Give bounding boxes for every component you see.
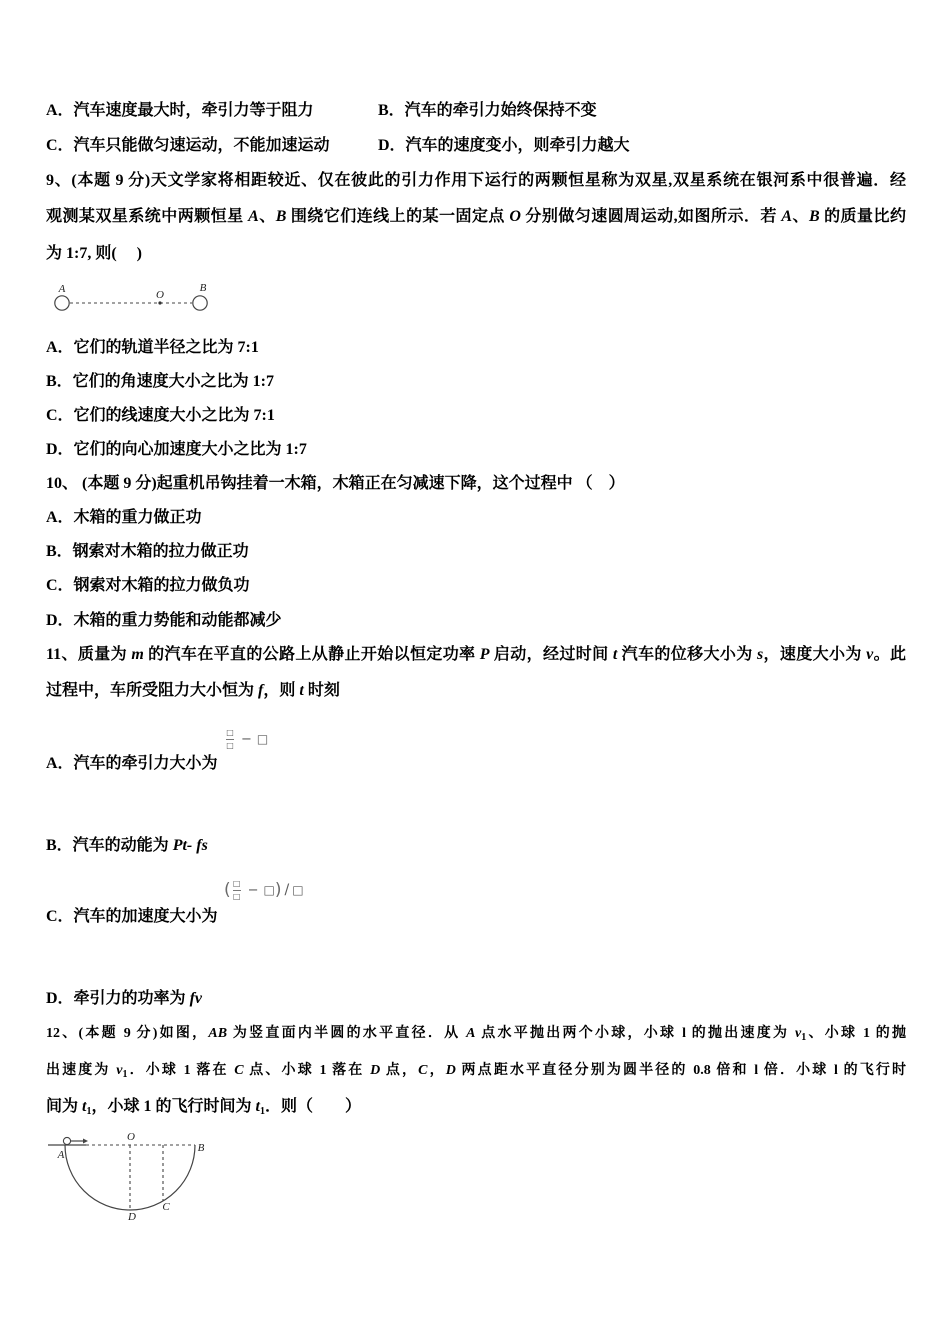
q9-stem-line-2 — [46, 206, 906, 228]
text-run: ，速度大小为 — [763, 646, 867, 663]
subscript: 1 — [259, 1106, 265, 1117]
text-run: 启动，经过时间 — [489, 646, 613, 663]
italic-variable: fv — [189, 990, 202, 1007]
fraction — [233, 879, 241, 902]
italic-variable: A — [781, 208, 792, 225]
text-run: ，小球 1 的飞行时间为 — [91, 1098, 256, 1115]
q9-option-b: B．它们的角速度大小之比为 1:7 — [46, 373, 275, 390]
ball-at-a — [63, 1137, 70, 1144]
prev-option-c: C．汽车只能做匀速运动，不能加速运动 — [46, 137, 330, 154]
binary-star-diagram — [46, 278, 226, 318]
prev-option-b: B．汽车的牵引力始终保持不变 — [378, 102, 597, 119]
q12-stem-line-3 — [46, 1096, 361, 1118]
text-run: 汽车的位移大小为 — [617, 646, 757, 663]
italic-variable: B — [275, 208, 287, 225]
italic-variable: v — [116, 1063, 123, 1078]
italic-variable: v — [795, 1026, 802, 1041]
italic-variable: C — [418, 1063, 428, 1078]
text-run: 为竖直面内半圆的水平直径．从 — [227, 1026, 467, 1041]
fraction-denominator: □ — [226, 740, 234, 750]
point-o-label: O — [156, 289, 164, 301]
text-run: 的汽车在平直的公路上从静止开始以恒定功率 — [143, 646, 480, 663]
italic-variable: C — [234, 1063, 244, 1078]
q9-option-d: D．它们的向心加速度大小之比为 1:7 — [46, 441, 307, 458]
formula-divisor: □ — [292, 883, 304, 897]
q11-option-d — [46, 988, 202, 1010]
semicircle-projectile-diagram — [40, 1128, 220, 1224]
italic-variable: A — [466, 1026, 476, 1041]
italic-variable: f — [258, 682, 264, 699]
star-b-label: B — [199, 282, 207, 294]
subscript: 1 — [801, 1032, 807, 1043]
text-run: 分别做匀速圆周运动,如图所示．若 — [520, 208, 782, 225]
text-run: 、 — [792, 208, 809, 225]
text-run: 11、质量为 — [46, 646, 132, 663]
fraction-numerator: □ — [226, 727, 234, 737]
q10-option-b: B．钢索对木箱的拉力做正功 — [46, 543, 249, 560]
q12-stem-line-1 — [46, 1023, 906, 1045]
text-run: 观测某双星系统中两颗恒星 — [46, 208, 249, 225]
q10-stem: 10、 (本题 9 分)起重机吊钩挂着一木箱，木箱正在匀减速下降，这个过程中 （ ） — [46, 475, 625, 492]
center-point-o — [158, 301, 161, 304]
q10-option-d: D．木箱的重力势能和动能都减少 — [46, 612, 282, 629]
minus-sign: − — [241, 731, 252, 747]
fraction-bar — [233, 890, 241, 891]
italic-variable: t — [82, 1098, 87, 1115]
text-run: 间为 — [46, 1098, 83, 1115]
italic-variable: O — [509, 208, 521, 225]
formula-term: □ — [256, 732, 269, 746]
q9-stem-line-3 — [46, 243, 142, 265]
text-run: 围绕它们连线上的某一固定点 — [286, 208, 510, 225]
text-run: 点， — [380, 1063, 419, 1078]
text-run: 、小球 1 的抛 — [806, 1026, 907, 1041]
fraction — [226, 728, 234, 751]
minus-sign: − — [247, 882, 259, 898]
q9-option-c: C．它们的线速度大小之比为 7:1 — [46, 407, 275, 424]
text-run: 时刻 — [303, 682, 340, 699]
italic-variable: P — [479, 646, 490, 663]
italic-variable: AB — [208, 1026, 228, 1041]
italic-variable: D — [445, 1063, 456, 1078]
star-a-circle — [55, 296, 69, 310]
traction-force-formula — [224, 727, 268, 751]
text-run: 、 — [258, 208, 276, 225]
star-b-circle — [193, 296, 207, 310]
fraction-numerator: □ — [232, 878, 241, 888]
text-run: D．牵引力的功率为 — [46, 990, 190, 1007]
q9-stem-line-1 — [46, 170, 906, 192]
italic-variable: t — [255, 1098, 260, 1115]
text-run: ，则 — [263, 682, 300, 699]
fraction-bar — [226, 739, 234, 740]
q11-option-c — [46, 906, 218, 928]
q10-option-c: C．钢索对木箱的拉力做负功 — [46, 577, 250, 594]
italic-variable: Pt- fs — [172, 837, 208, 854]
point-b-label: B — [197, 1142, 205, 1154]
italic-variable: s — [756, 646, 764, 663]
q11-option-a — [46, 753, 218, 775]
formula-term: □ — [263, 883, 275, 897]
q11-stem-line-1 — [46, 644, 906, 666]
text-run: A．汽车的牵引力大小为 — [46, 755, 218, 772]
italic-variable: A — [248, 208, 259, 225]
text-run: 点水平抛出两个小球，小球 l 的抛出速度为 — [475, 1026, 795, 1041]
q12-stem-line-2 — [46, 1060, 906, 1082]
text-run: B．汽车的动能为 — [46, 837, 173, 854]
italic-variable: t — [299, 682, 304, 699]
italic-variable: v — [866, 646, 874, 663]
point-o-label: O — [127, 1131, 135, 1143]
italic-variable: m — [131, 646, 144, 663]
close-paren: ) — [274, 880, 282, 900]
prev-option-d: D．汽车的速度变小，则牵引力越大 — [378, 137, 630, 154]
text-run: 出速度为 — [46, 1063, 117, 1078]
text-run: 为 1:7, 则( ) — [46, 245, 142, 262]
text-run: C．汽车的加速度大小为 — [46, 908, 218, 925]
q11-option-b — [46, 835, 208, 857]
text-run: 过程中，车所受阻力大小恒为 — [46, 682, 259, 699]
text-run: ．则（ ） — [264, 1098, 361, 1115]
text-run: ， — [427, 1063, 446, 1078]
point-d-label: D — [128, 1211, 136, 1223]
text-run: 点、小球 1 落在 — [243, 1063, 371, 1078]
italic-variable: D — [370, 1063, 381, 1078]
subscript: 1 — [122, 1069, 128, 1080]
division-slash: / — [284, 882, 290, 898]
fraction-denominator: □ — [232, 891, 241, 901]
text-run: 。此 — [873, 646, 906, 663]
acceleration-formula — [224, 878, 304, 902]
text-run: ．小球 1 落在 — [127, 1063, 235, 1078]
point-c-label: C — [162, 1201, 170, 1213]
star-a-label: A — [58, 283, 66, 295]
prev-option-a: A．汽车速度最大时，牵引力等于阻力 — [46, 102, 314, 119]
italic-variable: B — [808, 208, 820, 225]
text-run: 9、(本题 9 分)天文学家将相距较近、仅在彼此的引力作用下运行的两颗恒星称为双星,双星系统在银河系中很普遍．经 — [46, 172, 906, 189]
velocity-arrowhead — [83, 1139, 88, 1144]
text-run: 的质量比约 — [819, 208, 906, 225]
open-paren: ( — [224, 880, 231, 900]
subscript: 1 — [86, 1106, 92, 1117]
text-run: 两点距水平直径分别为圆半径的 0.8 倍和 l 倍．小球 l 的飞行时 — [455, 1063, 907, 1078]
italic-variable: t — [612, 646, 618, 663]
text-run: 12、(本题 9 分)如图， — [46, 1026, 209, 1041]
point-a-label: A — [57, 1149, 65, 1161]
q10-option-a: A．木箱的重力做正功 — [46, 509, 202, 526]
q9-option-a: A．它们的轨道半径之比为 7:1 — [46, 339, 259, 356]
q11-stem-line-2 — [46, 680, 340, 702]
